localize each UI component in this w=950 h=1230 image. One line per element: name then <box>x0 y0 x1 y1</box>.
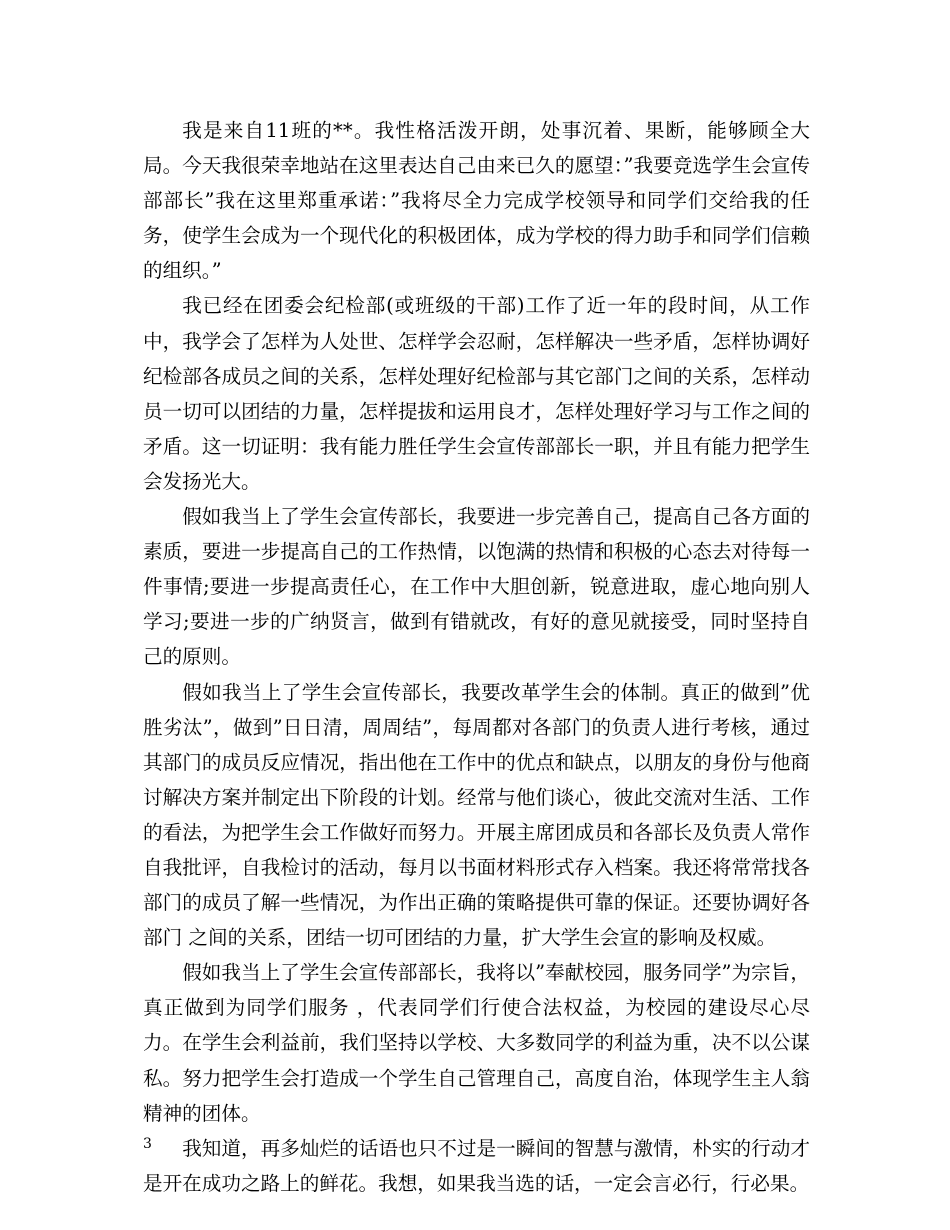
paragraph-5: 假如我当上了学生会宣传部部长，我将以”奉献校园，服务同学”为宗旨，真正做到为同学们服务 ，代表同学们行使合法权益，为校园的建设尽心尽力。在学生会利益前，我们坚持以学校、大多数同学的利益为重，决不以公谋私。努力把学生会打造成一个学生自己管理自己，高度自治，体现学生主人翁精神的团体。 <box>143 961 810 1125</box>
paragraph-3: 假如我当上了学生会宣传部长，我要进一步完善自己，提高自己各方面的素质，要进一步提高自己的工作热情，以饱满的热情和积极的心态去对待每一件事情;要进一步提高责任心，在工作中大胆创新，锐意进取，虚心地向别人学习;要进一步的广纳贤言，做到有错就改，有好的意见就接受，同时坚持自己的原则。 <box>143 505 810 669</box>
paragraph-4: 假如我当上了学生会宣传部长，我要改革学生会的体制。真正的做到”优胜劣汰”，做到”日日清，周周结”，每周都对各部门的负责人进行考核，通过其部门的成员反应情况，指出他在工作中的优点和缺点，以朋友的身份与他商讨解决方案并制定出下阶段的计划。经常与他们谈心，彼此交流对生活、工作的看法，为把学生会工作做好而努力。开展主席团成员和各部长及负责人常作自我批评，自我检讨的活动，每月以书面材料形式存入档案。我还将常常找各部门的成员了解一些情况，为作出正确的策略提供可靠的保证。还要协调好各部门 之间的关系，团结一切可团结的力量，扩大学生会宣的影响及权威。 <box>143 680 810 950</box>
paragraph-6: 我知道，再多灿烂的话语也只不过是一瞬间的智慧与激情，朴实的行动才是开在成功之路上的鲜花。我想，如果我当选的话，一定会言必行，行必果。 <box>143 1136 810 1195</box>
paragraph-1: 我是来自11班的**。我性格活泼开朗，处事沉着、果断，能够顾全大局。今天我很荣幸地站在这里表达自己由来已久的愿望：”我要竞选学生会宣传部部长”我在这里郑重承诺：”我将尽全力完成学校领导和同学们交给我的任务，使学生会成为一个现代化的积极团体，成为学校的得力助手和同学们信赖的组织。” <box>143 119 810 283</box>
paragraph-2: 我已经在团委会纪检部(或班级的干部)工作了近一年的段时间，从工作中，我学会了怎样为人处世、怎样学会忍耐，怎样解决一些矛盾，怎样协调好纪检部各成员之间的关系，怎样处理好纪检部与其它部门之间的关系，怎样动员一切可以团结的力量，怎样提拔和运用良才，怎样处理好学习与工作之间的矛盾。这一切证明：我有能力胜任学生会宣传部部长一职，并且有能力把学生会发扬光大。 <box>143 294 810 493</box>
page-number: 3 <box>143 1136 152 1152</box>
document-body <box>143 113 810 1201</box>
